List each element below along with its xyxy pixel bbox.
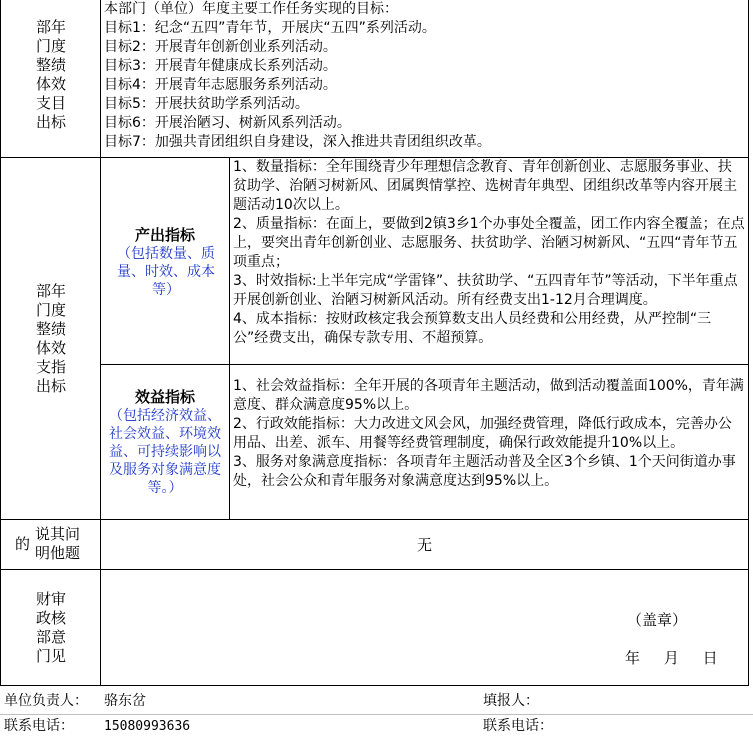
footer-divider	[0, 714, 753, 715]
goals-line: 目标3：开展青年健康成长系列活动。	[104, 58, 337, 74]
goals-line: 目标7：加强共青团组织自身建设，深入推进共青团组织改革。	[104, 134, 491, 150]
goals-list	[104, 0, 744, 152]
goals-line: 目标1：纪念“五四”青年节，开展庆“五四”系列活动。	[104, 20, 436, 36]
output-indicator-text: 1、数量指标：全年围绕青少年理想信念教育、青年创新创业、志愿服务事业、扶贫助学、治陋习树新风、团属舆情掌控、选树青年典型、团组织改革等内容开展主题活动10次以上。 2、质量指标：在面上，要做到2镇3乡1个办事处全覆盖，团工作内容全覆盖；在点上，要突出青年创新创业、志愿服务、扶贫助学、治陋习树新风、“五四“青年节五项重点； 3、时效指标:上半年完成“学雷锋”、扶贫助学、“五四青年节”等活动，下半年重点开展创新创业、治陋习树新风活动。所有经费支出1-12月合理调度。 4、成本指标：按财政核定我会预算数支出人员经费和公用经费，从严控制“三公”经费支出，确保专款专用、不超预算。	[233, 159, 745, 346]
review-date: 年 月 日	[625, 649, 718, 667]
filler-label: 填报人：	[483, 693, 539, 709]
leader-name: 骆东岔	[104, 693, 146, 709]
output-indicator-subtitle: （包括数量、质量、时效、成本等）	[117, 246, 215, 298]
benefit-indicator-content-cell	[230, 365, 749, 520]
benefit-indicator-text: 1、社会效益指标：全年开展的各项青年主题活动，做到活动覆盖面100%，青年满意度、群众满意度95%以上。 2、行政效能指标：大力改进文风会风，加强经费管理，降低行政成本，完善办公用品、出差、派车、用餐等经费管理制度，确保行政效能提升10%以上。 3、服务对象满意度指标：各项青年主题活动普及全区3个乡镇、1个天问街道办事处，社会公众和青年服务对象满意度达到95%以上。	[233, 378, 744, 489]
goals-line: 目标4：开展青年志愿服务系列活动。	[104, 77, 337, 93]
goals-line: 目标5：开展扶贫助学系列活动。	[104, 96, 309, 112]
benefit-indicator-header-cell	[101, 365, 230, 520]
goals-label: 部年 门度 整绩 体效 支目 出标	[35, 18, 66, 131]
output-indicator-content-cell	[230, 158, 749, 365]
other-label-cell	[0, 520, 101, 570]
output-indicator-title: 产出指标	[134, 226, 195, 244]
other-label-left: 的	[15, 535, 31, 553]
phone-label: 联系电话：	[4, 718, 74, 734]
review-label: 财审 政核 部意 门见	[35, 590, 66, 665]
review-label-cell	[0, 570, 101, 686]
goals-label-cell	[0, 0, 101, 158]
goals-line: 目标2：开展青年创新创业系列活动。	[104, 39, 337, 55]
other-value-cell	[101, 520, 749, 570]
other-value: 无	[416, 536, 432, 554]
goals-content-cell	[101, 0, 749, 158]
benefit-indicator-title: 效益指标	[134, 388, 195, 406]
review-content-cell	[101, 570, 749, 686]
indicators-label-cell	[0, 158, 101, 520]
output-indicator-header-cell	[101, 158, 230, 365]
goals-line: 目标6：开展治陋习、树新风系列活动。	[104, 115, 351, 131]
leader-label: 单位负责人：	[4, 693, 88, 709]
phone-value: 15080993636	[104, 719, 191, 734]
goals-line: 本部门（单位）年度主要工作任务实现的目标：	[104, 1, 398, 17]
other-label-right: 说其问 明他题	[35, 525, 81, 562]
phone-label-2: 联系电话：	[483, 718, 553, 734]
indicators-label: 部年 门度 整绩 体效 支指 出标	[35, 282, 66, 395]
review-seal: （盖章）	[627, 611, 688, 629]
benefit-indicator-subtitle: （包括经济效益、社会效益、环境效益、可持续影响以及服务对象满意度等。）	[109, 408, 221, 496]
